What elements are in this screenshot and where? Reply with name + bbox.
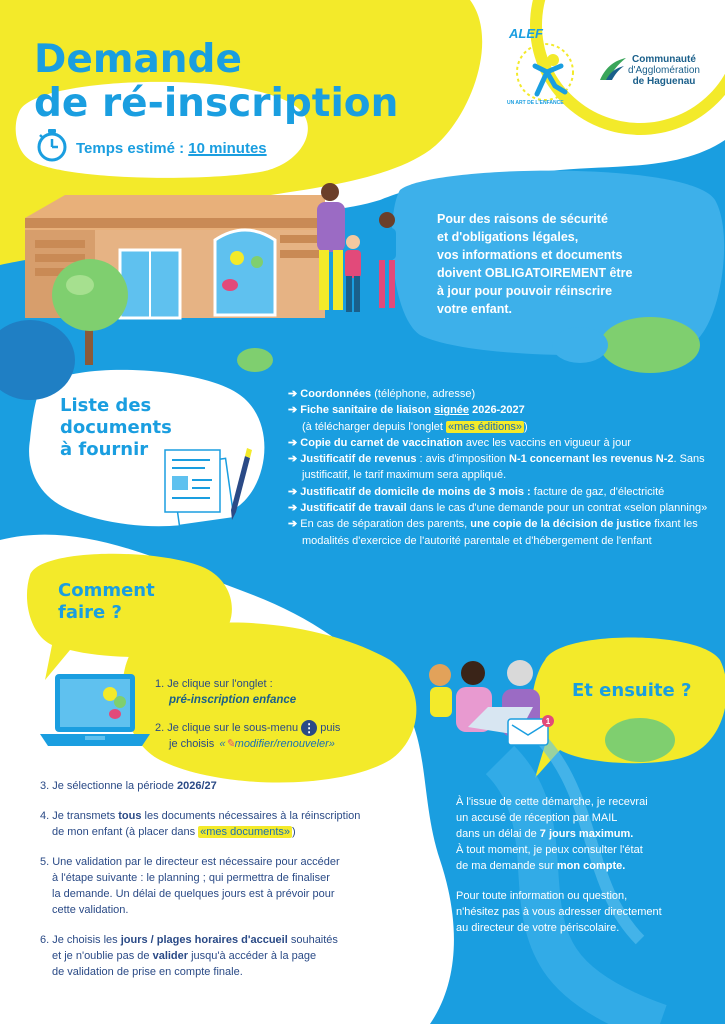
step-4-line2 bbox=[40, 824, 440, 840]
doc-item-7-start: En cas de séparation des parents, bbox=[300, 518, 471, 531]
time-label: Temps estimé : bbox=[76, 140, 185, 157]
step-2-c: je choisis bbox=[169, 738, 215, 751]
doc-item-2 bbox=[288, 402, 718, 435]
alef-tagline: UN ART DE L'ENFANCE bbox=[507, 100, 564, 106]
how-heading bbox=[58, 580, 155, 624]
step-1-line: 1. Je clique sur l'onglet : bbox=[155, 678, 273, 690]
family-computer-illustration bbox=[428, 655, 563, 750]
intro-line4-a: doivent bbox=[437, 266, 485, 280]
after-text bbox=[456, 794, 706, 950]
step-6-days: jours / plages horaires d'accueil bbox=[120, 934, 288, 946]
step-2-a: 2. Je clique sur le sous-menu bbox=[155, 722, 299, 734]
alef-logo bbox=[505, 26, 580, 110]
time-value: 10 minutes bbox=[188, 140, 267, 157]
documents-heading-line1: Liste des bbox=[60, 395, 152, 416]
doc-item-2-signee: signée bbox=[434, 404, 470, 417]
step-5-line3: la demande. Un délai de quelques jours est à prévoir pour bbox=[52, 888, 335, 900]
doc-item-2-bold: Fiche sanitaire de liaison bbox=[300, 404, 435, 417]
doc-item-3-bold: Copie du carnet de vaccination bbox=[300, 436, 463, 449]
after-paragraph-2 bbox=[456, 888, 706, 936]
doc-item-4 bbox=[288, 451, 718, 484]
step-6-d: et je n'oublie pas de bbox=[52, 950, 153, 962]
step-6-line2 bbox=[40, 948, 440, 964]
documents-pen-illustration bbox=[160, 440, 260, 530]
arrow-icon: ➔ bbox=[288, 388, 298, 400]
kebab-menu-icon: ⋮ bbox=[303, 721, 316, 736]
documents-heading-line2: documents bbox=[60, 417, 172, 438]
title-line2: de ré-inscription bbox=[34, 81, 399, 126]
intro-text bbox=[437, 210, 687, 318]
after-p1-l3a: dans un délai de bbox=[456, 828, 540, 840]
doc-item-6 bbox=[288, 500, 718, 516]
steps-3-6 bbox=[40, 778, 440, 980]
after-paragraph-1 bbox=[456, 794, 706, 874]
step-5-line1: 5. Une validation par le directeur est nécessaire pour accéder bbox=[40, 856, 340, 868]
how-heading-line2: faire ? bbox=[58, 602, 122, 623]
step-6-c: souhaités bbox=[287, 934, 338, 946]
arrow-icon: ➔ bbox=[288, 404, 298, 417]
notification-badge: 1 bbox=[545, 717, 551, 726]
doc-item-5-bold: Justificatif de domicile de moins de 3 mois : bbox=[300, 485, 531, 498]
stopwatch-icon bbox=[36, 128, 68, 162]
agglo-line2: d'Agglomération bbox=[628, 65, 700, 76]
doc-item-4-mid: : avis d'imposition bbox=[416, 453, 510, 466]
step-2-b: puis bbox=[320, 722, 341, 734]
step-4-a: 4. Je transmets bbox=[40, 810, 119, 822]
step-4 bbox=[40, 808, 440, 824]
how-heading-line1: Comment bbox=[58, 580, 155, 601]
arrow-icon: ➔ bbox=[288, 485, 298, 498]
agglo-line3: de Haguenau bbox=[632, 76, 696, 87]
estimated-time bbox=[76, 140, 267, 157]
intro-line6: votre enfant. bbox=[437, 302, 513, 316]
documents-heading-line3: à fournir bbox=[60, 439, 149, 460]
agglo-leaf-icon bbox=[598, 56, 628, 82]
after-p1-l2: un accusé de réception par MAIL bbox=[456, 812, 618, 824]
step-5-line2: à l'étape suivante : le planning ; qui permettra de finaliser bbox=[52, 872, 330, 884]
doc-item-1-rest: (téléphone, adresse) bbox=[371, 388, 476, 400]
doc-item-3-rest: avec les vaccins en vigueur à jour bbox=[462, 436, 632, 449]
arrow-icon: ➔ bbox=[288, 518, 298, 531]
step-3 bbox=[40, 778, 440, 794]
arrow-icon: ➔ bbox=[288, 453, 298, 466]
agglo-line1: Communauté bbox=[632, 54, 696, 65]
arrow-icon: ➔ bbox=[288, 502, 298, 515]
doc-item-5 bbox=[288, 484, 718, 500]
step-4-c: les documents nécessaires à la réinscription bbox=[141, 810, 361, 822]
mes-documents-tab: «mes documents» bbox=[200, 826, 291, 838]
doc-item-5-rest: facture de gaz, d'électricité bbox=[530, 485, 665, 498]
alef-figure-icon bbox=[505, 30, 580, 110]
agglo-logo bbox=[598, 50, 713, 90]
doc-item-1-bold: Coordonnées bbox=[300, 388, 372, 400]
modifier-renouveler-option bbox=[217, 738, 337, 750]
step-6-valider: valider bbox=[152, 950, 189, 962]
mes-editions-tab: «mes éditions» bbox=[447, 420, 522, 433]
doc-item-1 bbox=[288, 386, 718, 402]
after-p2-l1: Pour toute information ou question, bbox=[456, 890, 628, 902]
documents-heading bbox=[60, 395, 172, 461]
agglo-name bbox=[628, 54, 700, 87]
after-p1-l4: À tout moment, je peux consulter l'état bbox=[456, 844, 643, 856]
doc-item-6-bold: Justificatif de travail bbox=[300, 502, 407, 515]
step-2-option: modifier/renouveler» bbox=[234, 738, 335, 751]
doc-item-2-year: 2026-2027 bbox=[469, 404, 525, 417]
alef-name: ALEF bbox=[509, 26, 543, 41]
step-2-open-quote: « bbox=[219, 738, 226, 751]
intro-line1: Pour des raisons de sécurité bbox=[437, 212, 608, 226]
doc-item-2-close: ) bbox=[523, 420, 528, 433]
after-p2-l2: n'hésitez pas à vous adresser directement bbox=[456, 906, 662, 918]
after-p1-l1: À l'issue de cette démarche, je recevrai bbox=[456, 796, 648, 808]
doc-item-7-bold: une copie de la décision de justice bbox=[470, 518, 652, 531]
step-5-line4: cette validation. bbox=[52, 904, 129, 916]
after-p1-l3b: 7 jours maximum. bbox=[539, 828, 634, 840]
arrow-icon: ➔ bbox=[288, 436, 298, 449]
doc-item-3 bbox=[288, 435, 718, 451]
doc-item-7 bbox=[288, 516, 718, 549]
after-heading: Et ensuite ? bbox=[572, 680, 692, 701]
after-p1-l5a: de ma demande sur bbox=[456, 860, 557, 872]
after-p1-l5b: mon compte. bbox=[556, 860, 626, 872]
step-3-a: 3. Je sélectionne la période bbox=[40, 780, 177, 792]
after-p2-l3: au directeur de votre périscolaire. bbox=[456, 922, 620, 934]
pencil-icon: ✎ bbox=[225, 738, 235, 751]
intro-obligatoirement: OBLIGATOIREMENT bbox=[484, 266, 606, 280]
step-4-tous: tous bbox=[118, 810, 142, 822]
step-4-f: ) bbox=[292, 826, 296, 838]
step-6 bbox=[40, 932, 440, 948]
step-3-period: 2026/27 bbox=[176, 780, 217, 792]
step-2-line bbox=[155, 720, 395, 736]
preinscription-tab: pré-inscription enfance bbox=[169, 694, 297, 706]
laptop-illustration bbox=[40, 672, 150, 750]
step-6-line3: de validation de prise en compte finale. bbox=[52, 966, 243, 978]
doc-item-7-rest: fixant les modalités d'exercice de l'autorité parentale et d'hébergement de l'enfant bbox=[302, 518, 698, 547]
intro-line2: et d'obligations légales, bbox=[437, 230, 579, 244]
intro-line3: vos informations et documents bbox=[437, 248, 623, 262]
doc-item-4-bold2: N-1 concernant les revenus N-2 bbox=[509, 453, 674, 466]
steps-1-2 bbox=[155, 676, 395, 752]
doc-item-4-rest: . Sans justificatif, le tarif maximum sera appliqué. bbox=[302, 453, 705, 482]
step-6-f: jusqu'à accéder à la page bbox=[188, 950, 317, 962]
page-title bbox=[34, 38, 398, 126]
title-line1: Demande bbox=[34, 37, 242, 82]
doc-item-4-bold: Justificatif de revenus bbox=[300, 453, 417, 466]
doc-item-6-rest: dans le cas d'une demande pour un contrat «selon planning» bbox=[406, 502, 708, 515]
intro-line5: à jour pour pouvoir réinscrire bbox=[437, 284, 613, 298]
documents-list bbox=[288, 386, 718, 549]
tree-illustration bbox=[50, 255, 130, 365]
intro-line4 bbox=[437, 264, 687, 282]
doc-item-2-line2: (à télécharger depuis l'onglet bbox=[302, 420, 446, 433]
intro-line4-c: être bbox=[606, 266, 633, 280]
step-2-line2 bbox=[155, 736, 395, 752]
step-4-d: de mon enfant (à placer dans bbox=[52, 826, 199, 838]
step-6-a: 6. Je choisis les bbox=[40, 934, 121, 946]
